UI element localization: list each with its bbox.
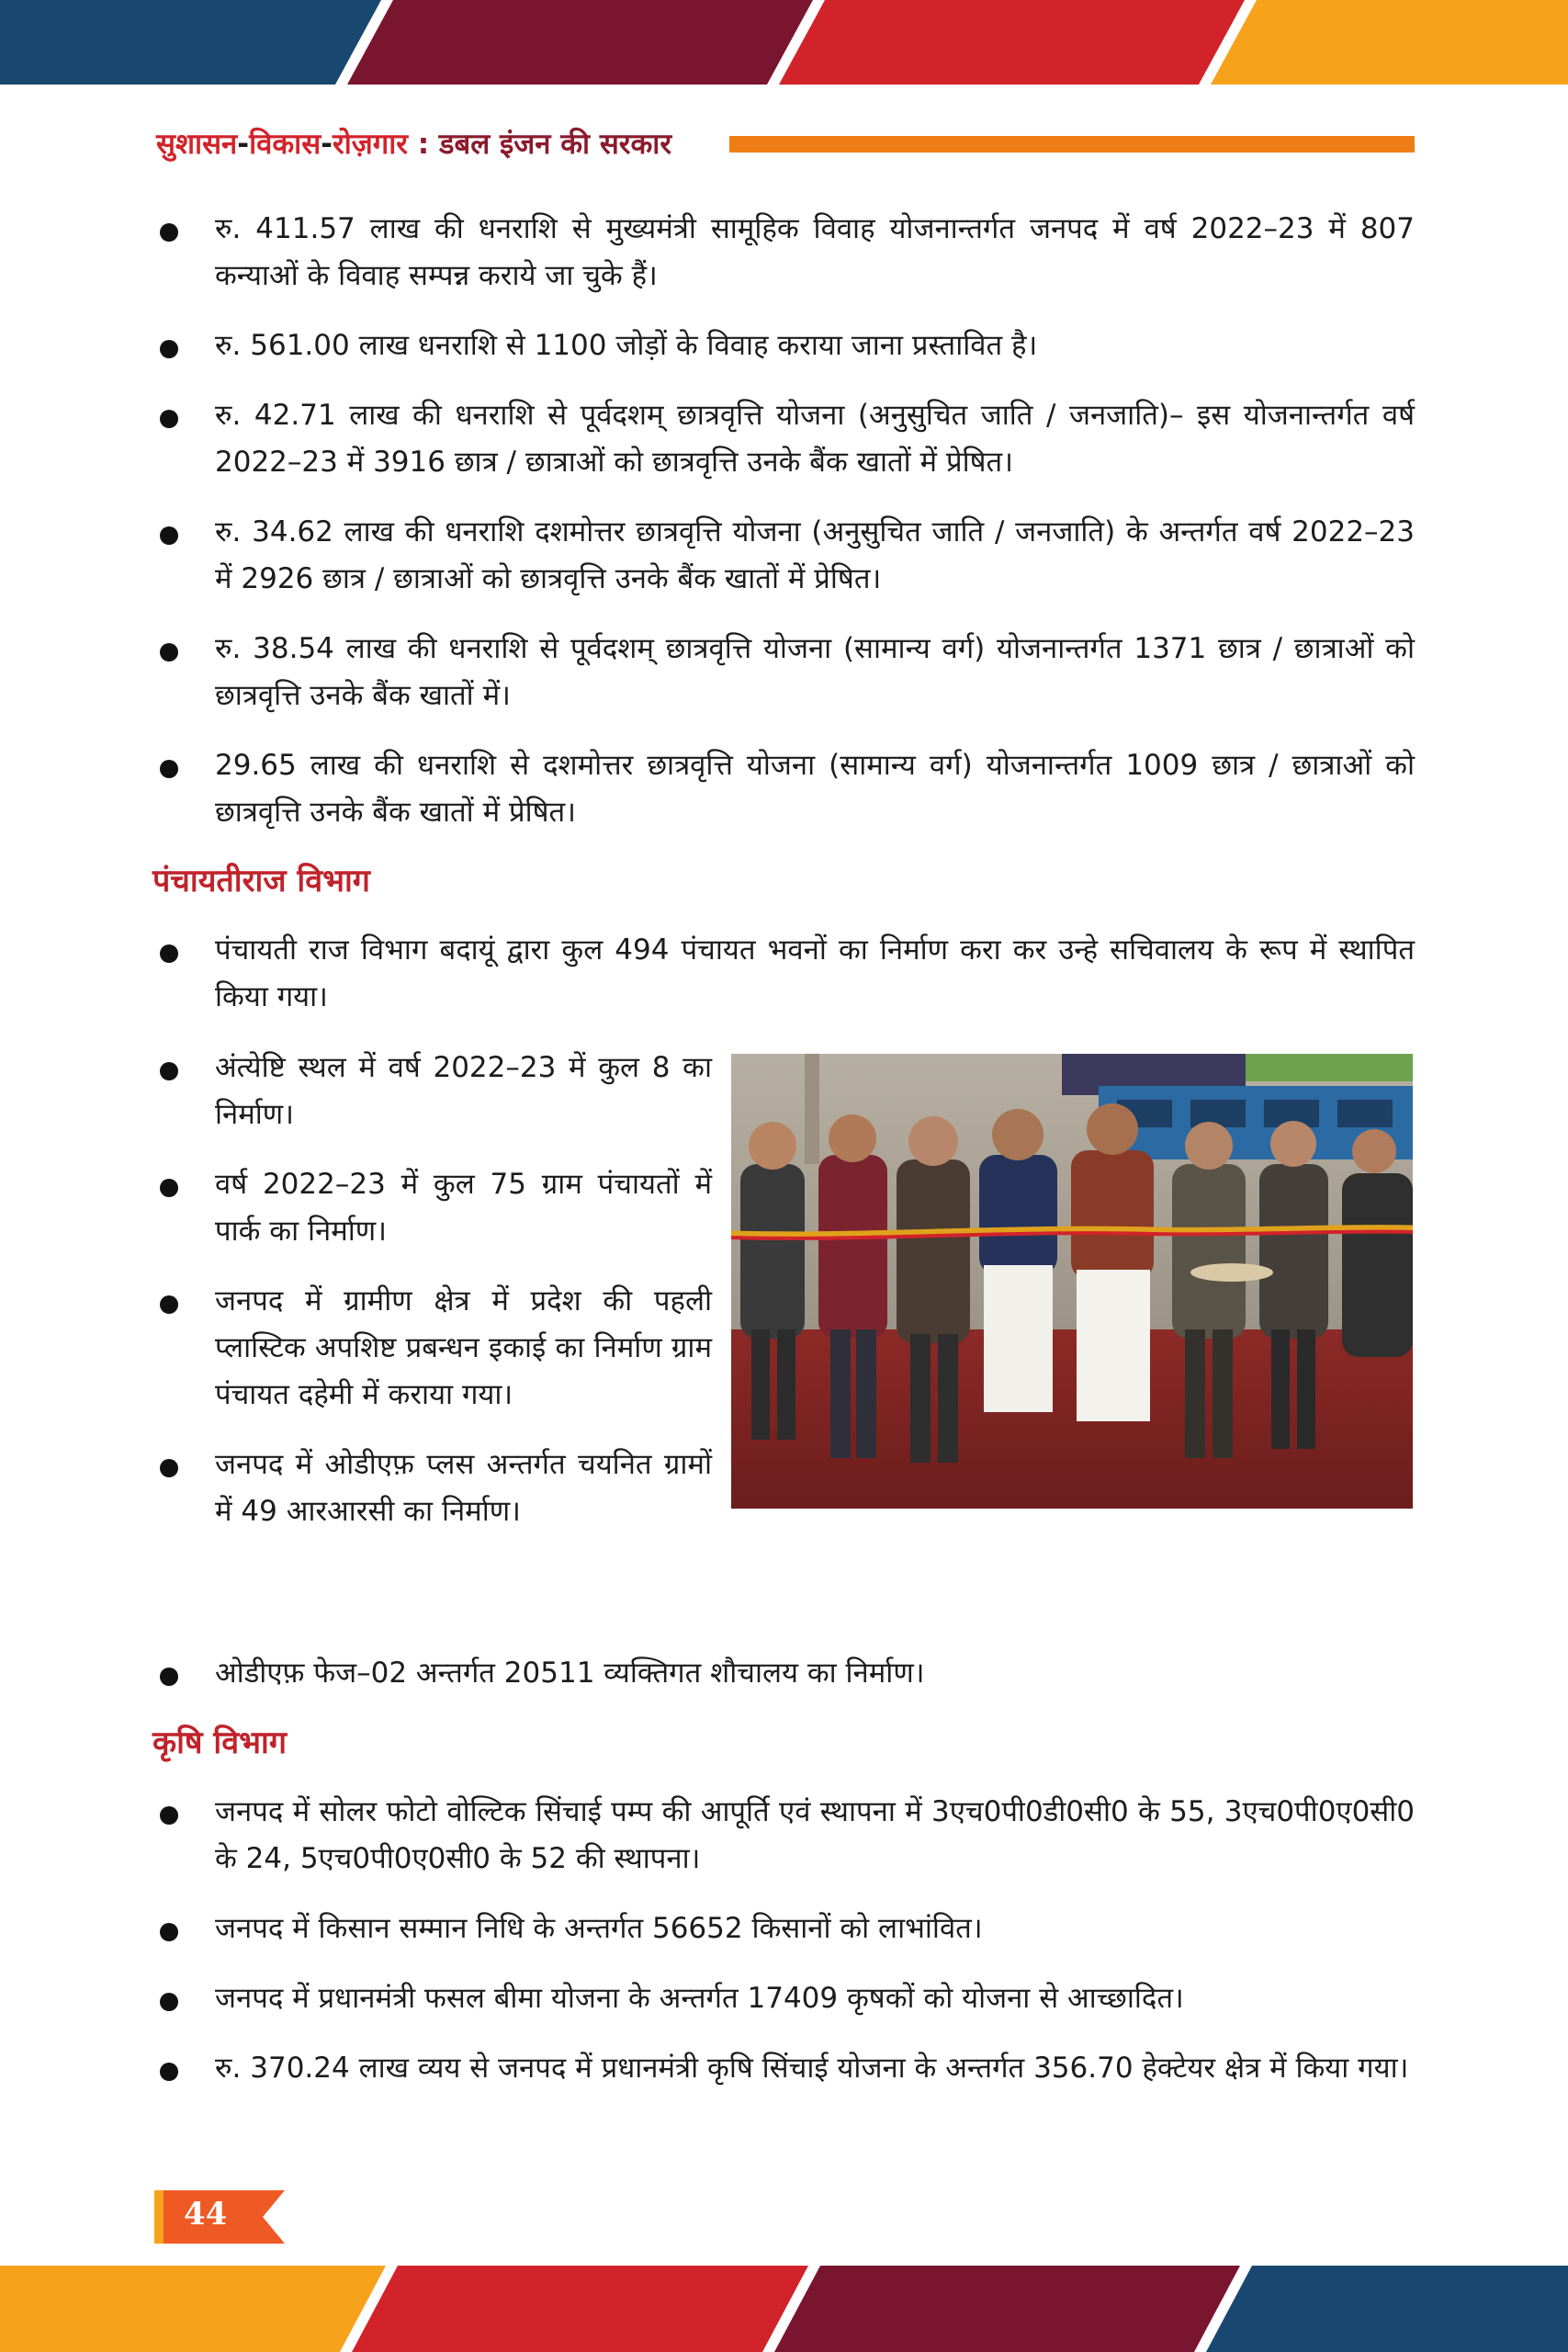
list-item: वर्ष 2022–23 में कुल 75 ग्राम पंचायतों में पार्क का निर्माण।: [156, 1161, 712, 1255]
section-heading-panchayat: पंचायतीराज विभाग: [152, 863, 370, 899]
header-rule: [729, 136, 1415, 153]
list-item: जनपद में ओडीएफ़ प्लस अन्तर्गत चयनित ग्रामों में 49 आरआरसी का निर्माण।: [156, 1442, 712, 1535]
list-item: रु. 42.71 लाख की धनराशि से पूर्वदशम् छात्रवृत्ति योजना (अनुसुचित जाति / जनजाति)– इस योजनान्तर्गत वर्ष 2022–23 में 3916 छात्र / छात्राओं को छात्रवृत्ति उनके बैंक खातों में प्रेषित।: [156, 392, 1415, 486]
list-item: 29.65 लाख की धनराशि से दशमोत्तर छात्रवृत्ति योजना (सामान्य वर्ग) योजनान्तर्गत 1009 छात्र / छात्राओं को छात्रवृत्ति उनके बैंक खातों में प्रेषित।: [156, 742, 1415, 836]
panchayat-bullet-list-2: [156, 1650, 1415, 1697]
list-item: रु. 38.54 लाख की धनराशि से पूर्वदशम् छात्रवृत्ति योजना (सामान्य वर्ग) योजनान्तर्गत 1371 छात्र / छात्राओं को छात्रवृत्ति उनके बैंक खातों में।: [156, 626, 1415, 719]
ribbon-cutting-photo: [731, 1054, 1413, 1509]
list-item: जनपद में किसान सम्मान निधि के अन्तर्गत 56652 किसानों को लाभांवित।: [156, 1905, 1415, 1952]
krishi-bullet-list: [156, 1789, 1415, 2092]
list-item: जनपद में सोलर फोटो वोल्टिक सिंचाई पम्प की आपूर्ति एवं स्थापना में 3एच0पी0डी0सी0 के 55, 3एच0पी0ए0सी0 के 24, 5एच0पी0ए0सी0 के 52 की स्थापना।: [156, 1789, 1415, 1883]
list-item: रु. 34.62 लाख की धनराशि दशमोत्तर छात्रवृत्ति योजना (अनुसुचित जाति / जनजाति) के अन्तर्गत वर्ष 2022–23 में 2926 छात्र / छात्राओं को छात्रवृत्ति उनके बैंक खातों में प्रेषित।: [156, 509, 1415, 603]
header-title: सुशासन-विकास-रोज़गार : डबल इंजन की सरकार: [156, 128, 672, 161]
bottom-color-band: [0, 2266, 1568, 2352]
running-header: [156, 126, 1415, 163]
list-item: रु. 370.24 लाख व्यय से जनपद में प्रधानमंत्री कृषि सिंचाई योजना के अन्तर्गत 356.70 हेक्टेयर क्षेत्र में किया गया।: [156, 2045, 1415, 2092]
ceremony-illustration: [731, 1054, 1413, 1509]
list-item: जनपद में प्रधानमंत्री फसल बीमा योजना के अन्तर्गत 17409 कृषकों को योजना से आच्छादित।: [156, 1975, 1415, 2022]
list-item: रु. 411.57 लाख की धनराशि से मुख्यमंत्री सामूहिक विवाह योजनान्तर्गत जनपद में वर्ष 2022–23 में 807 कन्याओं के विवाह सम्पन्न कराये जा चुके हैं।: [156, 206, 1415, 300]
list-item: अंत्येष्टि स्थल में वर्ष 2022–23 में कुल 8 का निर्माण।: [156, 1045, 712, 1138]
welfare-bullet-list: [156, 206, 1415, 836]
section-heading-krishi: कृषि विभाग: [152, 1724, 287, 1761]
panchayat-side-list: [156, 1045, 712, 1535]
list-item: रु. 561.00 लाख धनराशि से 1100 जोड़ों के विवाह कराया जाना प्रस्तावित है।: [156, 322, 1415, 369]
top-color-band: [0, 0, 1568, 85]
list-item: ओडीएफ़ फेज–02 अन्तर्गत 20511 व्यक्तिगत शौचालय का निर्माण।: [156, 1650, 1415, 1697]
page-number-tab: [154, 2190, 285, 2244]
list-item: पंचायती राज विभाग बदायूं द्वारा कुल 494 पंचायत भवनों का निर्माण करा कर उन्हे सचिवालय के रूप में स्थापित किया गया।: [156, 927, 1415, 1021]
panchayat-bullet-list: [156, 927, 1415, 1021]
list-item: जनपद में ग्रामीण क्षेत्र में प्रदेश की पहली प्लास्टिक अपशिष्ट प्रबन्धन इकाई का निर्माण ग्राम पंचायत दहेमी में कराया गया।: [156, 1278, 712, 1419]
page-number: 44: [184, 2196, 228, 2233]
